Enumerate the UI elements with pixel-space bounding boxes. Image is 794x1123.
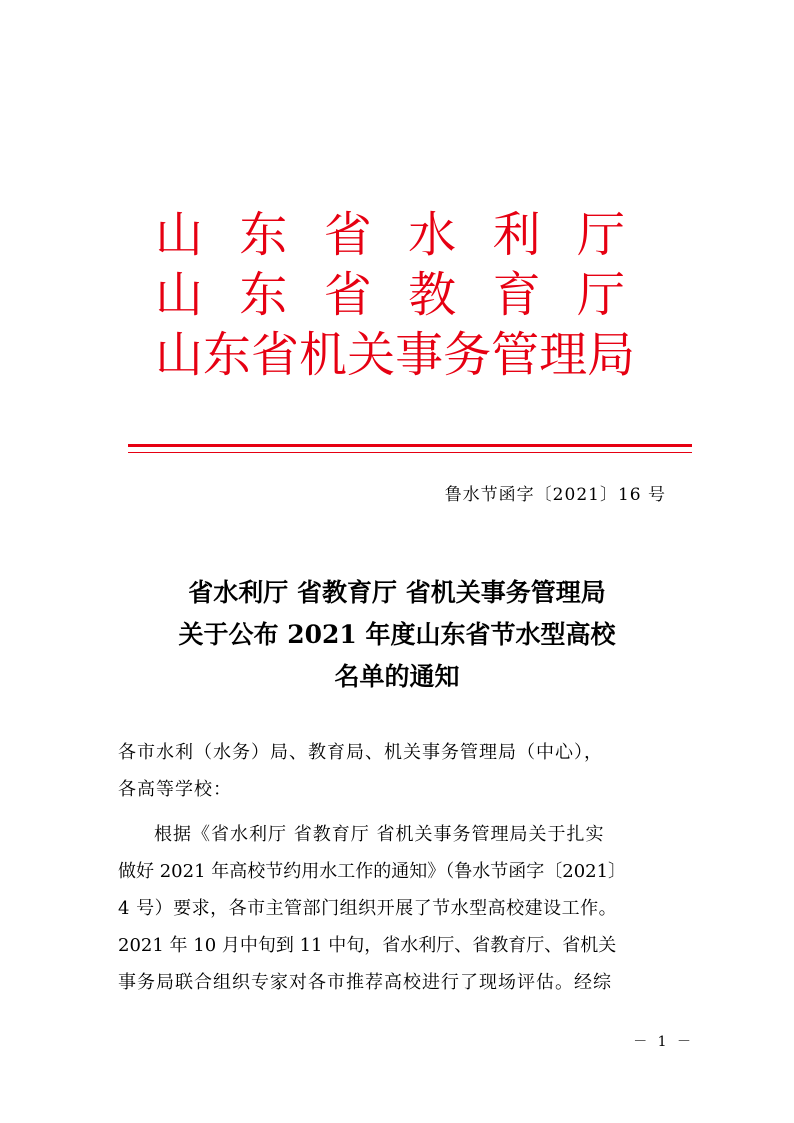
issuer-header-line-administration: [155, 326, 636, 384]
header-char: 山: [155, 267, 204, 323]
header-char: 管: [491, 327, 540, 383]
body-text-line: 4 号）要求，各市主管部门组织开展了节水型高校建设工作。: [118, 898, 618, 919]
header-char: 东: [239, 207, 288, 263]
header-char: 山: [155, 327, 204, 383]
header-char: 厅: [576, 267, 625, 323]
addressees-line-2: 各高等学校：: [118, 779, 232, 800]
document-title-line-3: 名单的通知: [334, 662, 460, 691]
header-char: 育: [492, 267, 541, 323]
header-char: 山: [155, 207, 204, 263]
header-char: 事: [395, 327, 444, 383]
header-char: 省: [323, 267, 372, 323]
header-char: 水: [408, 207, 457, 263]
issuer-header-line-education: [155, 266, 625, 324]
header-char: 利: [492, 207, 541, 263]
header-char: 关: [347, 327, 396, 383]
addressees-line-1: 各市水利（水务）局、教育局、机关事务管理局（中心），: [118, 742, 603, 763]
header-char: 厅: [576, 207, 625, 263]
header-char: 务: [443, 327, 492, 383]
body-text-line: 做好 2021 年高校节约用水工作的通知》（鲁水节函字〔2021〕: [118, 861, 627, 882]
header-char: 机: [299, 327, 348, 383]
header-char: 东: [203, 327, 252, 383]
body-text-line: 事务局联合组织专家对各市推荐高校进行了现场评估。经综: [118, 972, 612, 993]
body-text-line: 2021 年 10 月中旬到 11 中旬，省水利厅、省教育厅、省机关: [118, 935, 617, 956]
header-char: 东: [239, 267, 288, 323]
document-title-line-2: 关于公布 2021 年度山东省节水型高校: [178, 620, 616, 649]
header-char: 省: [323, 207, 372, 263]
page-number: － 1 －: [633, 1034, 694, 1050]
document-title-line-1: 省水利厅 省教育厅 省机关事务管理局: [188, 578, 606, 607]
header-separator-thick: [128, 444, 692, 447]
header-char: 教: [408, 267, 457, 323]
issuer-header-line-water-resources: [155, 206, 625, 264]
header-separator-thin: [128, 452, 692, 453]
document-number: 鲁水节函字〔2021〕16 号: [444, 485, 666, 505]
header-char: 省: [251, 327, 300, 383]
header-char: 局: [587, 327, 636, 383]
header-char: 理: [539, 327, 588, 383]
body-text-line: 根据《省水利厅 省教育厅 省机关事务管理局关于扎实: [154, 824, 605, 845]
